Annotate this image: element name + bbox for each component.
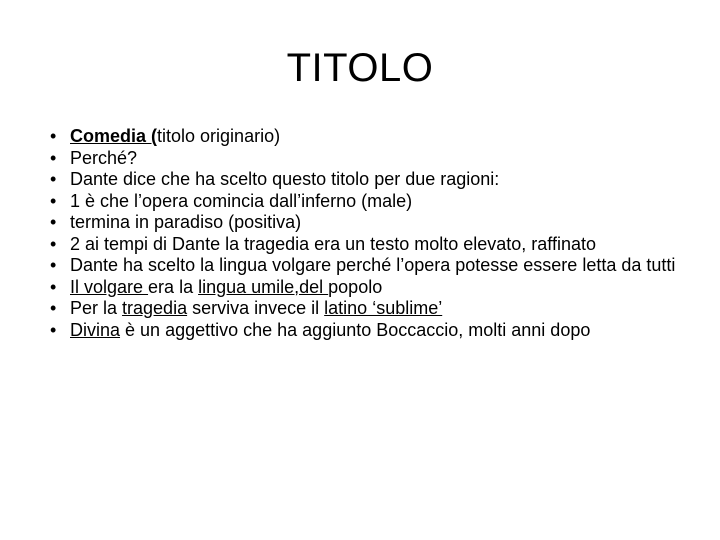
bullet-text: popolo <box>328 276 383 297</box>
bullet-text: latino ‘sublime’ <box>324 298 443 318</box>
bullet-text: Il volgare <box>70 276 149 297</box>
bullet-text: era la <box>148 276 199 297</box>
bullet-dot-icon: • <box>50 319 57 340</box>
bullet-text: Comedia ( <box>70 126 158 146</box>
bullet-item <box>50 212 690 234</box>
bullet-item <box>50 298 690 320</box>
bullet-dot-icon: • <box>50 190 57 211</box>
bullet-dot-icon: • <box>50 169 57 189</box>
bullet-list <box>50 126 690 341</box>
bullet-item <box>50 320 690 342</box>
bullet-dot-icon: • <box>50 276 57 297</box>
bullet-text: termina in paradiso (positiva) <box>70 212 302 232</box>
bullet-text: Perché? <box>70 147 138 168</box>
bullet-dot-icon: • <box>50 255 57 275</box>
bullet-text: serviva invece il <box>187 298 325 318</box>
bullet-item <box>50 255 690 277</box>
bullet-item <box>50 126 690 148</box>
bullet-text: 2 ai tempi di Dante la tragedia era un testo molto elevato, raffinato <box>70 233 596 254</box>
bullet-item <box>50 169 690 191</box>
bullet-text: Dante dice che ha scelto questo titolo per due ragioni: <box>70 169 500 189</box>
bullet-text: Divina <box>70 319 121 340</box>
bullet-text: è un aggettivo che ha aggiunto Boccaccio, molti anni dopo <box>120 319 591 340</box>
bullet-text: 1 è che l’opera comincia dall’inferno (male) <box>70 190 413 211</box>
bullet-item <box>50 191 690 213</box>
bullet-text: titolo originario) <box>157 126 281 146</box>
slide-title: TITOLO <box>286 46 434 90</box>
bullet-dot-icon: • <box>50 212 57 232</box>
bullet-text: Per la <box>70 298 123 318</box>
bullet-dot-icon: • <box>50 147 57 168</box>
bullet-item <box>50 277 690 299</box>
bullet-text: lingua umile,del <box>198 276 329 297</box>
bullet-dot-icon: • <box>50 126 57 146</box>
bullet-item <box>50 148 690 170</box>
bullet-text: Dante ha scelto la lingua volgare perché l’opera potesse essere letta da tutti <box>70 255 676 275</box>
bullet-item <box>50 234 690 256</box>
bullet-dot-icon: • <box>50 233 57 254</box>
bullet-dot-icon: • <box>50 298 57 318</box>
bullet-text: tragedia <box>122 298 188 318</box>
